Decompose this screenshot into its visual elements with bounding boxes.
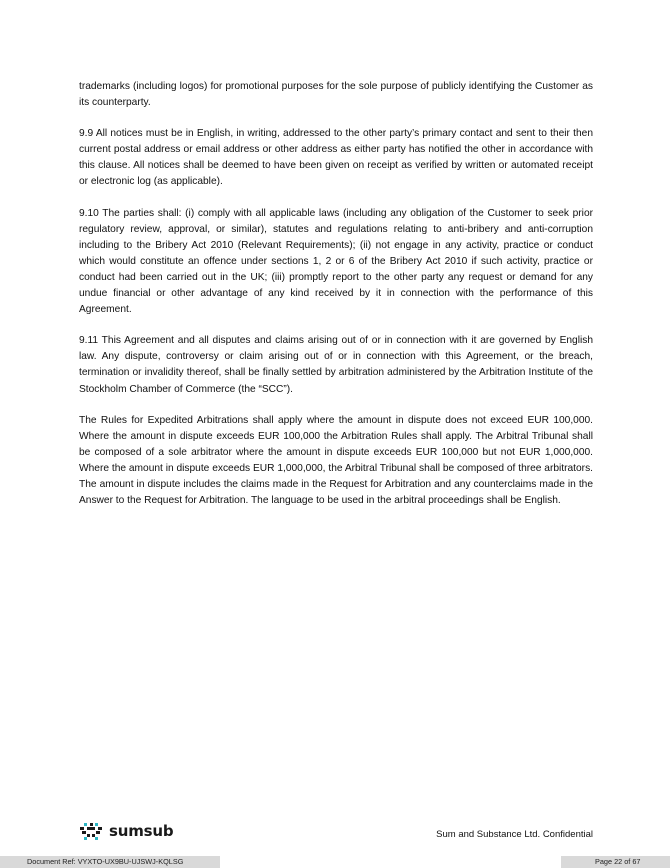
document-body xyxy=(79,79,593,524)
paragraph-clause-9-11: 9.11 This Agreement and all disputes and claims arising out of or in connection with it are governed by English law. Any dispute, controversy or claim arising out of or in connection with this Agreement, or the breach, termination or invalidity thereof, shall be finally settled by arbitration administered by the Arbitration Institute of the Stockholm Chamber of Commerce (the “SCC”). xyxy=(79,335,593,395)
paragraph-clause-9-9: 9.9 All notices must be in English, in writing, addressed to the other party’s primary contact and sent to their then current postal address or email address or other address as either party has notified the other in accordance with this clause. All notices shall be deemed to have been given on receipt as verified by written or automated receipt or electronic log (as applicable). xyxy=(79,128,593,188)
paragraph-trademarks-continuation: trademarks (including logos) for promotional purposes for the sole purpose of publicly identifying the Customer as its counterparty. xyxy=(79,81,593,109)
logo-text: sumsub xyxy=(109,822,174,840)
sumsub-logo-icon xyxy=(78,821,104,841)
document-reference: Document Ref: VYXTO-UX9BU-UJSWJ-KQLSG xyxy=(0,856,220,868)
paragraph-expedited-arbitrations: The Rules for Expedited Arbitrations shall apply where the amount in dispute does not exceed EUR 100,000. Where the amount in dispute exceeds EUR 100,000 the Arbitration Rules shall apply. The Arbitral Tribunal shall be composed of a sole arbitrator where the amount in dispute exceeds EUR 100,000 but not EUR 1,000,000. Where the amount in dispute exceeds EUR 1,000,000, the Arbitral Tribunal shall be composed of three arbitrators. The amount in dispute includes the claims made in the Request for Arbitration and any counterclaims made in the Answer to the Request for Arbitration. The language to be used in the arbitral proceedings shall be English. xyxy=(79,414,593,507)
confidential-notice: Sum and Substance Ltd. Confidential xyxy=(436,829,593,840)
page-number: Page 22 of 67 xyxy=(561,856,670,868)
paragraph-clause-9-10: 9.10 The parties shall: (i) comply with all applicable laws (including any obligation of the Customer to seek prior regulatory review, approval, or similar), statutes and regulations relating to anti-bribery and anti-corruption including to the Bribery Act 2010 (Relevant Requirements); (ii) not engage in any activity, practice or conduct which would constitute an offence under sections 1, 2 or 6 of the Bribery Act 2010 if such activity, practice or conduct had been carried out in the UK; (iii) promptly report to the other party any request or demand for any undue financial or other advantage of any kind received by it in connection with the performance of this Agreement. xyxy=(79,207,593,316)
sumsub-logo xyxy=(78,821,173,841)
